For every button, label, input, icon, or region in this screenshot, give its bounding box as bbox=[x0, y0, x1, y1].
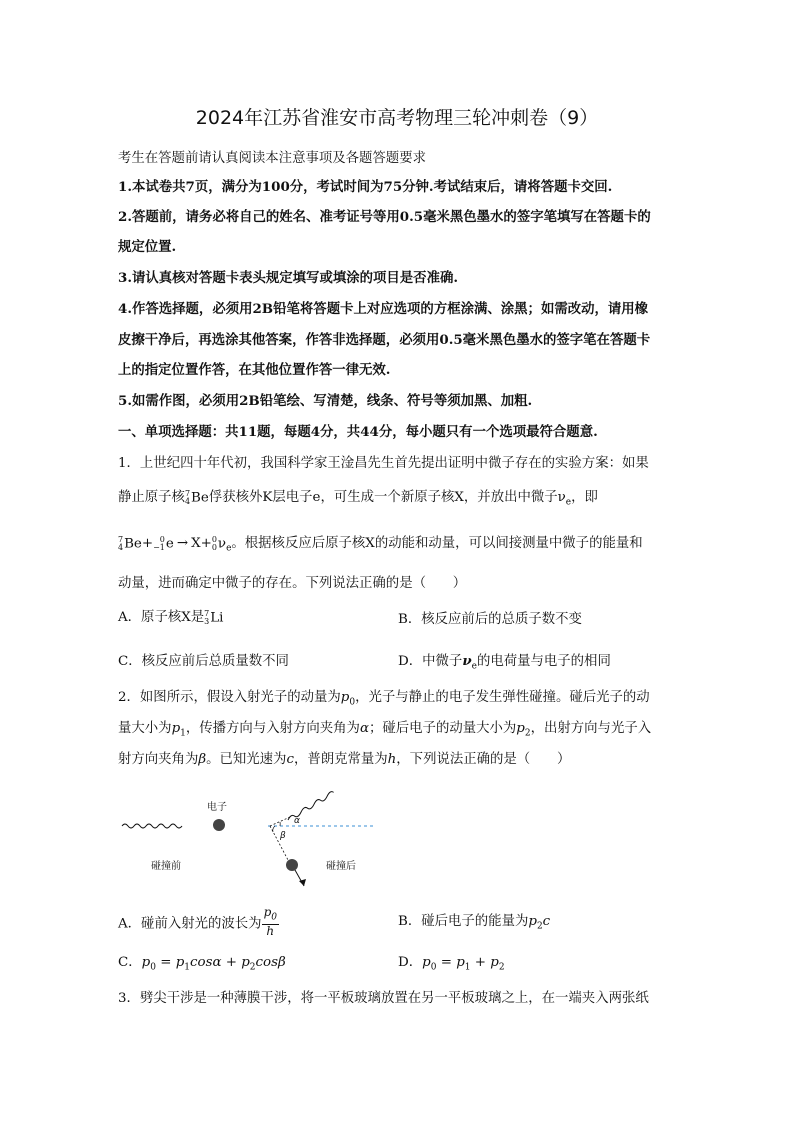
q1-option-a[interactable]: A．原子核X是7 3Li bbox=[118, 608, 224, 626]
be-nucleus: 7 4Be bbox=[184, 488, 209, 506]
q1-option-d[interactable]: D．中微子$\nu_e$的电荷量与电子的相同 bbox=[398, 653, 611, 672]
q3-line-1: 3．劈尖干涉是一种薄膜干涉，将一平板玻璃放置在另一平板玻璃之上，在一端夹入两张纸 bbox=[118, 991, 649, 1006]
notice-item-4-cont: 皮擦干净后，再选涂其他答案，作答非选择题，必须用0.5毫米黑色墨水的签字笔在答题卡 bbox=[118, 332, 651, 348]
q2-option-d[interactable]: D．$p_0 = p_1 + p_2$ bbox=[398, 955, 505, 973]
notice-item-4-cont2: 上的指定位置作答，在其他位置作答一律无效. bbox=[118, 362, 391, 378]
after-label: 碰撞后 bbox=[326, 861, 356, 872]
q1-equation-line: 7 4Be+ 0 −1e → X+0 $0\nu_e$。根据核反应后原子核X的动能和动量，可以间接测量中微子的能量和 bbox=[118, 534, 643, 554]
notice-heading: 考生在答题前请认真阅读本注意事项及各题答题要求 bbox=[118, 151, 426, 166]
q2-line-3: 射方向夹角为β。已知光速为c，普朗克常量为h，下列说法正确的是（ ） bbox=[118, 752, 571, 767]
beta-arc bbox=[273, 826, 275, 832]
electron-label: 电子 bbox=[207, 802, 227, 813]
q2-option-b[interactable]: B．碰后电子的能量为$p_2c$ bbox=[398, 914, 551, 932]
page-title: 2024年江苏省淮安市高考物理三轮冲刺卷（9） bbox=[195, 107, 599, 129]
notice-item-2: 2.答题前，请务必将自己的姓名、准考证号等用0.5毫米黑色墨水的签字笔填写在答题卡的 bbox=[118, 209, 651, 225]
alpha-label: α bbox=[294, 816, 300, 826]
q2-option-c[interactable]: C．$p_0 = p_1\cos\alpha + p_2\cos\beta$ bbox=[118, 955, 286, 973]
incident-photon-wave bbox=[122, 824, 182, 828]
q2-line-2: 量大小为$p_1$，传播方向与入射方向夹角为α；碰后电子的动量大小为$p_2$，出射方向与光子入 bbox=[118, 721, 652, 739]
notice-item-5: 5.如需作图，必须用2B铅笔绘、写清楚，线条、符号等须加黑、加粗. bbox=[118, 393, 533, 409]
q1-line-2: 静止原子核7 4Be俘获核外K层电子e，可生成一个新原子核X，并放出中微子$\nu_e$，即 bbox=[118, 488, 598, 508]
electron-before bbox=[213, 819, 225, 831]
electron-after bbox=[286, 859, 298, 871]
notice-item-2-cont: 规定位置. bbox=[118, 239, 177, 255]
q2-option-a[interactable]: A．碰前入射光的波长为 $\frac{p_0}{h}$ bbox=[118, 905, 277, 939]
notice-item-3: 3.请认真核对答题卡表头规定填写或填涂的项目是否准确. bbox=[118, 270, 459, 286]
notice-item-4: 4.作答选择题，必须用2B铅笔将答题卡上对应选项的方框涂满、涂黑；如需改动，请用橡 bbox=[118, 301, 649, 317]
q1-option-b[interactable]: B．核反应前后的总质子数不变 bbox=[398, 612, 582, 627]
before-label: 碰撞前 bbox=[151, 861, 181, 872]
electron-arrow-head bbox=[299, 879, 306, 886]
q1-line-4: 动量，进而确定中微子的存在。下列说法正确的是（ ） bbox=[118, 576, 467, 591]
beta-label: β bbox=[280, 831, 286, 841]
notice-item-1: 1.本试卷共7页，满分为100分，考试时间为75分钟.考试结束后，请将答题卡交回. bbox=[118, 179, 613, 195]
scattered-photon-wave bbox=[285, 791, 337, 820]
collision-figure bbox=[118, 790, 388, 900]
section-heading: 一、单项选择题：共11题，每题4分，共44分，每小题只有一个选项最符合题意. bbox=[118, 424, 598, 440]
q2-line-1: 2．如图所示，假设入射光子的动量为$p_0$，光子与静止的电子发生弹性碰撞。碰后光子的动 bbox=[118, 690, 650, 708]
q1-option-c[interactable]: C．核反应前后总质量数不同 bbox=[118, 654, 289, 669]
q1-line-1: 1．上世纪四十年代初，我国科学家王淦昌先生首先提出证明中微子存在的实验方案：如果 bbox=[118, 456, 649, 471]
